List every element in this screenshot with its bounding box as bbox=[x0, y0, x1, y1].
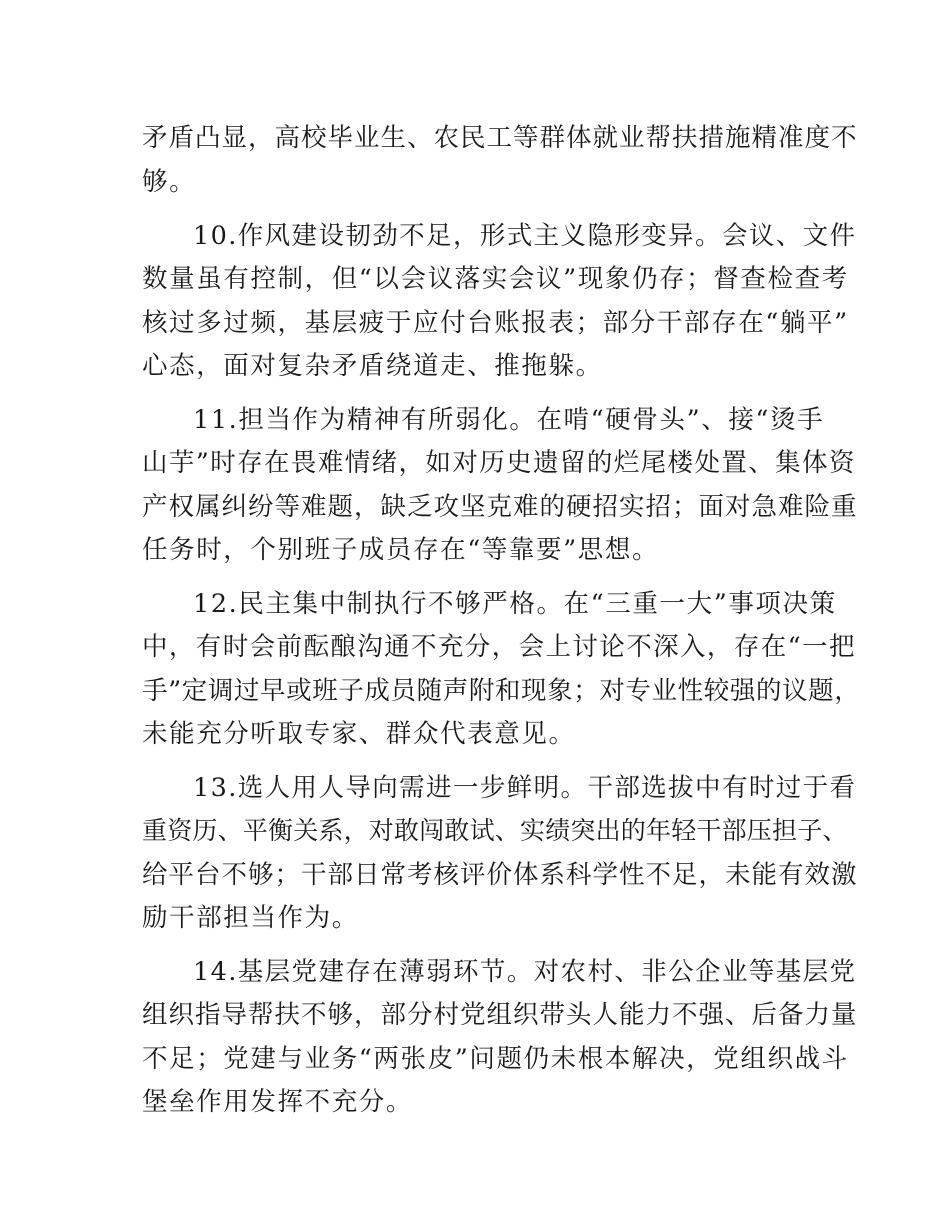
paragraph-line: 给平台不够；干部日常考核评价体系科学性不足，未能有效激 bbox=[142, 860, 858, 890]
paragraph-line: 中，有时会前酝酿沟通不充分，会上讨论不深入，存在“一把 bbox=[142, 632, 856, 662]
paragraph-line: 数量虽有控制，但“以会议落实会议”现象仍存；督查检查考 bbox=[142, 264, 849, 294]
paragraph-line: 12.民主集中制执行不够严格。在“三重一大”事项决策 bbox=[193, 589, 837, 619]
paragraph-line: 14.基层党建存在薄弱环节。对农村、非公企业等基层党 bbox=[193, 957, 857, 987]
paragraph-line: 不足；党建与业务“两张皮”问题仍未根本解决，党组织战斗 bbox=[142, 1044, 849, 1074]
paragraph-line: 山芋”时存在畏难情绪，如对历史遗留的烂尾楼处置、集体资 bbox=[142, 448, 856, 478]
paragraph-line: 心态，面对复杂矛盾绕道走、推拖躲。 bbox=[142, 351, 603, 381]
paragraph-line: 堡垒作用发挥不充分。 bbox=[142, 1087, 414, 1117]
paragraph-line: 重资历、平衡关系，对敢闯敢试、实绩突出的年轻干部压担子、 bbox=[142, 816, 848, 845]
paragraph-line: 手”定调过早或班子成员随声附和现象；对专业性较强的议题， bbox=[142, 676, 861, 706]
paragraph-line: 产权属纠纷等难题，缺乏攻坚克难的硬招实招；面对急难险重 bbox=[142, 492, 858, 522]
paragraph-line: 未能充分听取专家、群众代表意见。 bbox=[142, 719, 576, 749]
paragraph-line: 够。 bbox=[142, 167, 197, 197]
paragraph-line: 组织指导帮扶不够，部分村党组织带头人能力不强、后备力量 bbox=[142, 1000, 858, 1030]
paragraph-line: 11.担当作为精神有所弱化。在啃“硬骨头”、接“烫手 bbox=[193, 405, 825, 435]
paragraph-line: 核过多过频，基层疲于应付台账报表；部分干部存在“躺平” bbox=[142, 308, 849, 338]
paragraph-line: 励干部担当作为。 bbox=[142, 903, 359, 933]
paragraph-line: 矛盾凸显，高校毕业生、农民工等群体就业帮扶措施精准度不 bbox=[142, 123, 858, 153]
paragraph-line: 任务时，个别班子成员存在“等靠要”思想。 bbox=[142, 535, 660, 565]
paragraph-line: 13.选人用人导向需进一步鲜明。干部选拔中有时过于看 bbox=[193, 773, 857, 803]
paragraph-line: 10.作风建设韧劲不足，形式主义隐形变异。会议、文件 bbox=[193, 221, 857, 251]
